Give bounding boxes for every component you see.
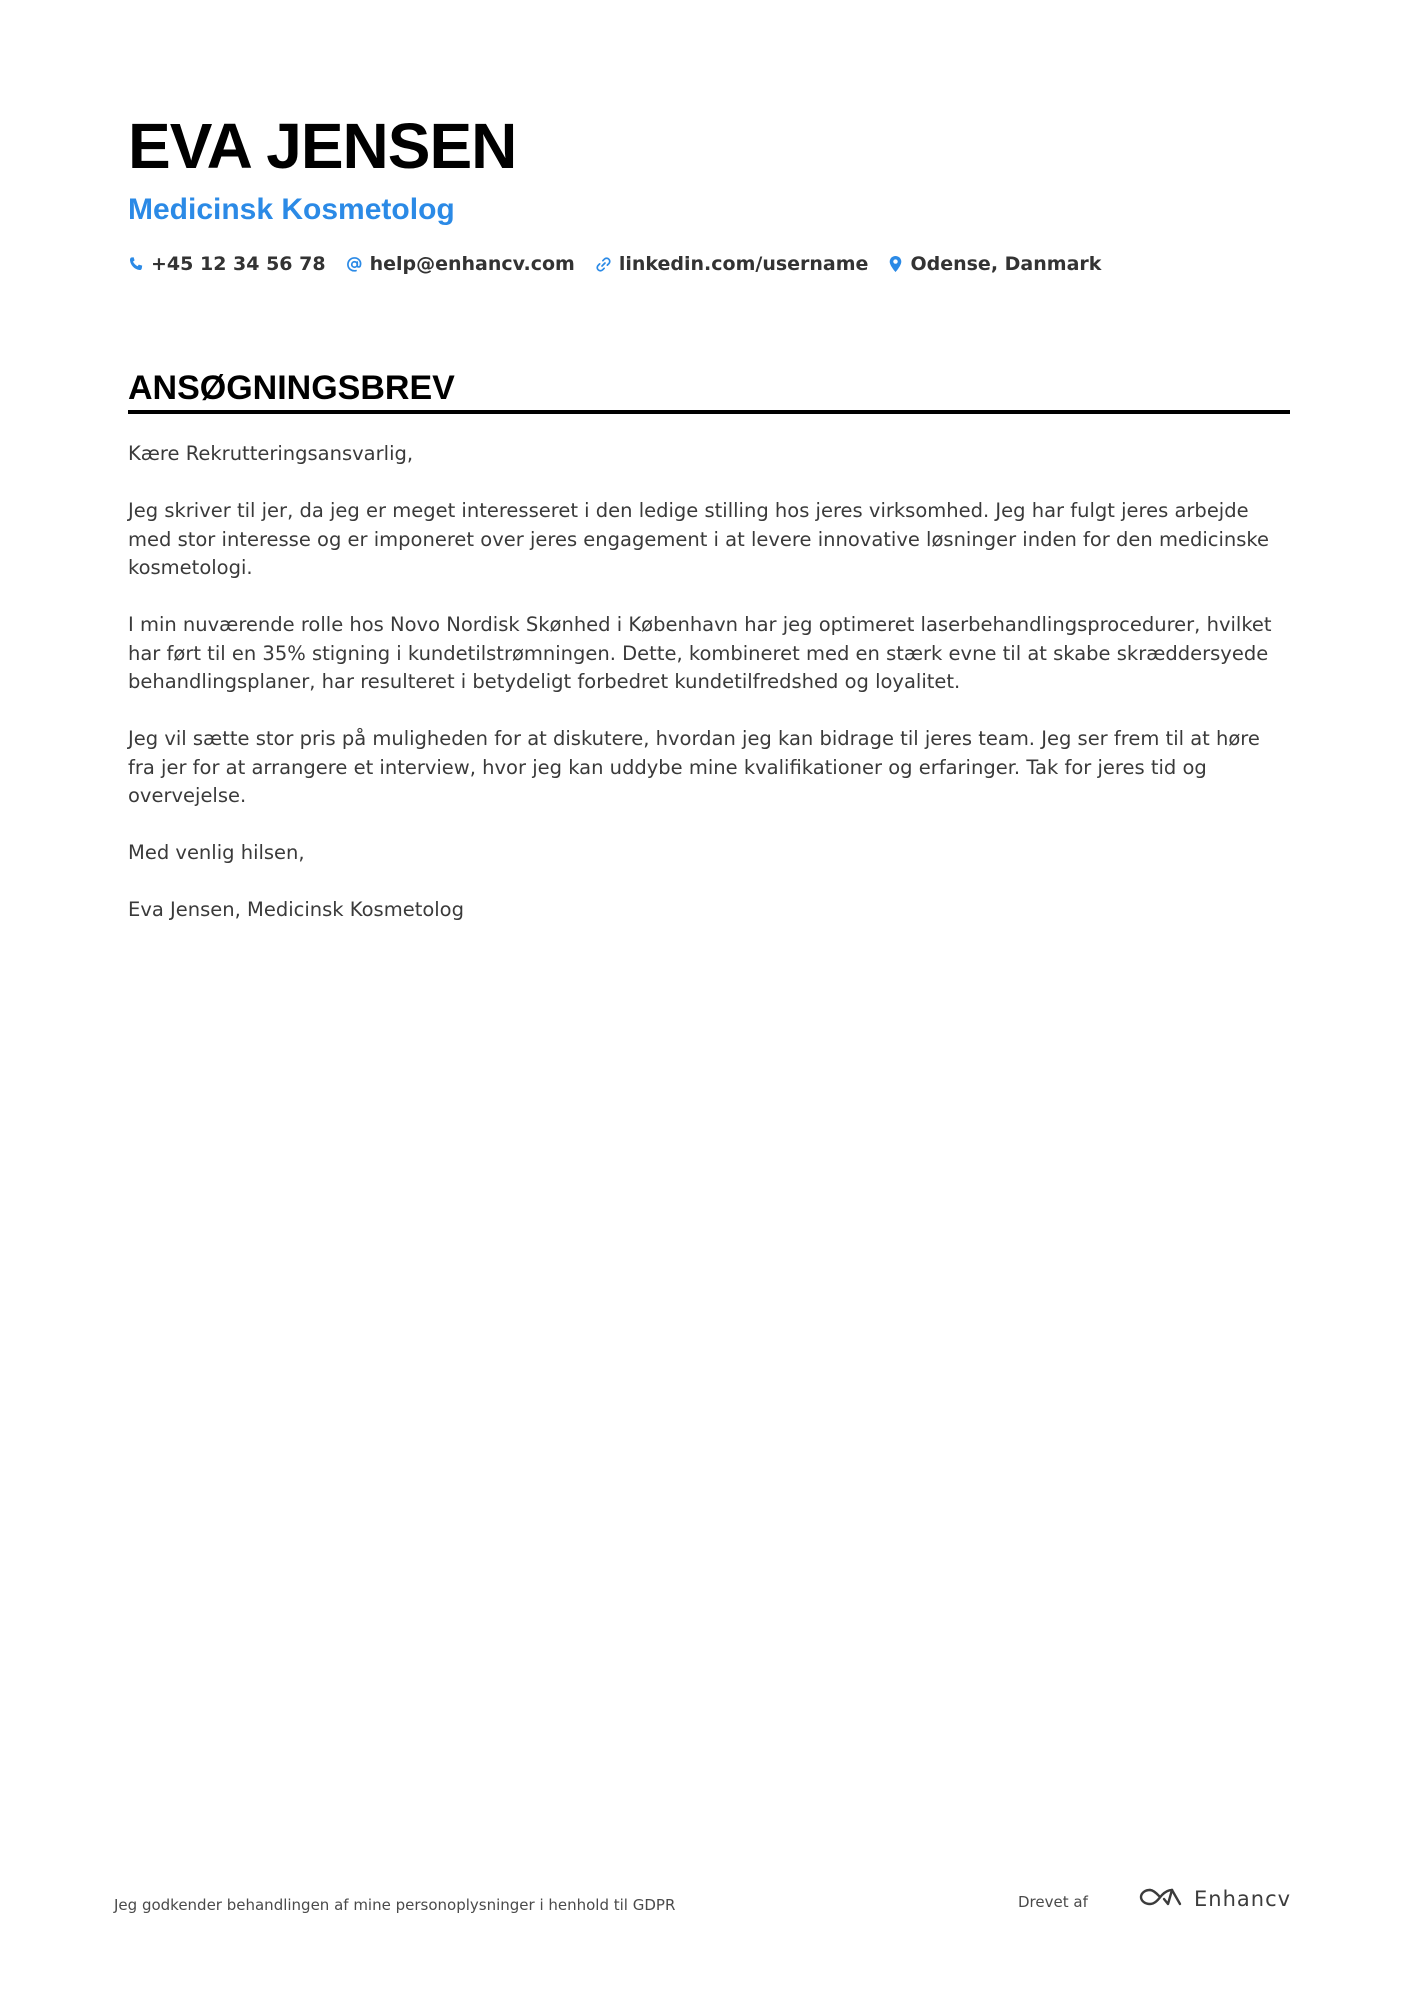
brand-logo[interactable] (1138, 1885, 1291, 1913)
contact-linkedin[interactable] (595, 253, 869, 275)
phone-icon (128, 256, 144, 272)
powered-by-label: Drevet af (1018, 1893, 1088, 1911)
contact-location-text: Odense, Danmark (910, 253, 1102, 275)
contact-email-text: help@enhancv.com (369, 253, 575, 275)
contact-phone[interactable] (128, 253, 326, 275)
letter-paragraph: Jeg skriver til jer, da jeg er meget interesseret i den ledige stilling hos jeres virksomhed. Jeg har fulgt jeres arbejde med stor interesse og er imponeret over jeres engagement i at levere innovative løsninger inden for den medicinske kosmetologi. (128, 499, 1269, 579)
brand-name: Enhancv (1194, 1887, 1292, 1911)
candidate-title: Medicinsk Kosmetolog (128, 193, 455, 226)
location-pin-icon (888, 255, 903, 273)
letter-signature: Eva Jensen, Medicinsk Kosmetolog (128, 898, 464, 921)
letter-greeting: Kære Rekrutteringsansvarlig, (128, 442, 414, 465)
section-title: ANSØGNINGSBREV (128, 369, 455, 407)
gdpr-consent: Jeg godkender behandlingen af mine personoplysninger i henhold til GDPR (114, 1896, 676, 1914)
link-icon (595, 256, 612, 273)
contact-bar (128, 253, 1101, 275)
contact-linkedin-text: linkedin.com/username (618, 253, 869, 275)
contact-email[interactable] (346, 253, 575, 275)
enhancv-logo-icon (1138, 1885, 1184, 1913)
contact-phone-text: +45 12 34 56 78 (151, 253, 326, 275)
letter-body (128, 440, 1290, 953)
letter-paragraph: Jeg vil sætte stor pris på muligheden for at diskutere, hvordan jeg kan bidrage til jeres team. Jeg ser frem til at høre fra jer for at arrangere et interview, hvor jeg kan uddybe mine kvalifikationer og erfaringer. Tak for jeres tid og overvejelse. (128, 727, 1260, 807)
section-divider (128, 410, 1290, 414)
letter-closing: Med venlig hilsen, (128, 841, 305, 864)
candidate-name: EVA JENSEN (128, 110, 517, 182)
at-icon (346, 256, 363, 273)
letter-paragraph: I min nuværende rolle hos Novo Nordisk Skønhed i København har jeg optimeret laserbehandlingsprocedurer, hvilket har ført til en 35% stigning i kundetilstrømningen. Dette, kombineret med en stærk evne til at skabe skræddersyede behandlingsplaner, har resulteret i betydeligt forbedret kundetilfredshed og loyalitet. (128, 613, 1272, 693)
contact-location (888, 253, 1101, 275)
